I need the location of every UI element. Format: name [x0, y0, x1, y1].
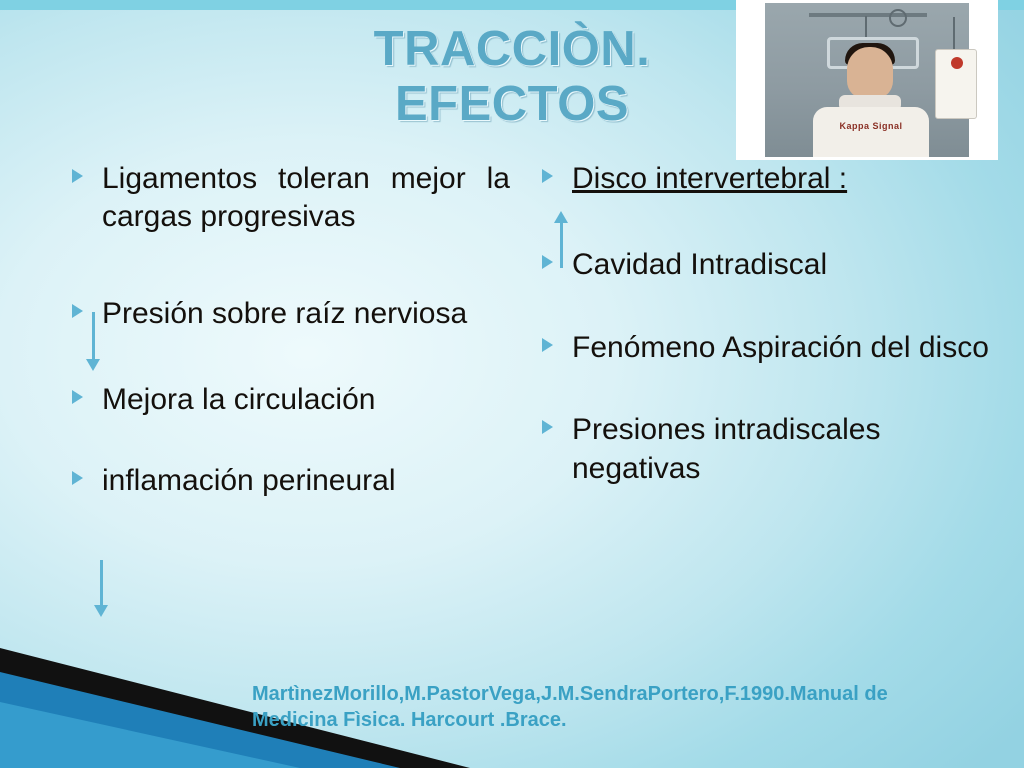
- arrow-disco-up-icon: [560, 222, 563, 268]
- list-item: [530, 411, 992, 488]
- list-item-label: Presiones intradiscales negativas: [572, 413, 881, 485]
- list-item: [60, 381, 510, 419]
- right-bullet-list: [530, 160, 992, 488]
- photo-left-border: [739, 3, 765, 157]
- bullet-arrow-icon: [542, 255, 553, 269]
- arrow-inflamacion-down-icon: [100, 560, 103, 606]
- traction-frame-bar: [809, 13, 927, 17]
- arrow-presion-down-icon: [92, 312, 95, 360]
- patient-head: [847, 47, 893, 99]
- list-item: [530, 329, 992, 367]
- bullet-arrow-icon: [72, 471, 83, 485]
- list-item: [60, 462, 510, 500]
- title-line-2: EFECTOS: [394, 76, 630, 131]
- list-item-label: Disco intervertebral :: [572, 162, 848, 195]
- list-item: [60, 160, 510, 237]
- list-item-label: Presión sobre raíz nerviosa: [102, 296, 468, 330]
- bullet-arrow-icon: [542, 420, 553, 434]
- list-item-label: Ligamentos toleran mejor la cargas progresivas: [102, 162, 510, 234]
- cervical-traction-photo: [736, 0, 998, 160]
- list-item-label: Cavidad Intradiscal: [572, 248, 828, 282]
- left-column: [60, 160, 510, 526]
- list-item-label: Fenómeno Aspiración del disco: [572, 330, 989, 364]
- weight-bag-marker: [951, 57, 963, 69]
- bullet-arrow-icon: [72, 304, 83, 318]
- list-item: [530, 160, 992, 198]
- right-column: [530, 160, 992, 514]
- bullet-arrow-icon: [542, 338, 553, 352]
- traction-rope: [865, 16, 867, 38]
- list-item-label: Mejora la circulación: [102, 383, 376, 417]
- reference-citation: MartìnezMorillo,M.PastorVega,J.M.SendraPortero,F.1990.Manual de Medicina Fìsica. Harcourt .Brace.: [252, 683, 888, 731]
- bullet-arrow-icon: [72, 169, 83, 183]
- list-item: [60, 295, 510, 333]
- title-line-1: TRACCIÒN.: [373, 22, 651, 76]
- bullet-arrow-icon: [72, 390, 83, 404]
- patient-torso: [813, 107, 929, 160]
- pulley-icon: [889, 9, 907, 27]
- left-bullet-list: [60, 160, 510, 500]
- weight-bag-cord: [953, 17, 955, 49]
- shirt-text: Kappa Signal: [839, 121, 903, 131]
- list-item: [530, 246, 992, 284]
- list-item-label: inflamación perineural: [102, 463, 396, 497]
- bullet-arrow-icon: [542, 169, 553, 183]
